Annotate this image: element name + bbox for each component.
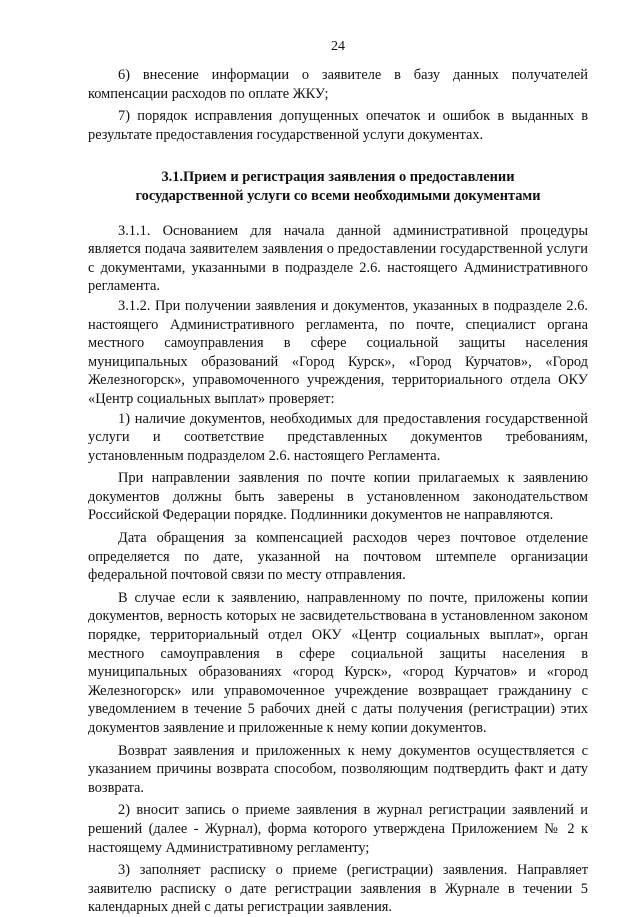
section-heading-line-2: государственной услуги со всеми необходимыми документами	[135, 187, 541, 204]
list-item-6: 6) внесение информации о заявителе в базу данных получателей компенсации расходов по оплате ЖКУ;	[88, 67, 588, 102]
paragraph-postal-copies: При направлении заявления по почте копии прилагаемых к заявлению документов должны быть заверены в установленном законодательством Российской Федерации порядке. Подлинники документов не направляются.	[88, 470, 588, 524]
paragraph-3-1-2: 3.1.2. При получении заявления и документов, указанных в подразделе 2.6. настоящего Административного регламента, по почте, специалист органа местного самоуправления в сфере социальной защиты населения муниципальных образований «Город Курск», «Город Курчатов», «Город Железногорск», управомоченного учреждения, территориального отдела ОКУ «Центр социальных выплат» проверяет:	[88, 297, 588, 407]
list-item-7: 7) порядок исправления допущенных опечаток и ошибок в выданных в результате предоставления государственной услуги документах.	[88, 108, 588, 143]
paragraph-item-2: 2) вносит запись о приеме заявления в журнал регистрации заявлений и решений (далее - Журнал), форма которого утверждена Приложением № 2 к настоящему Административному регламенту;	[88, 802, 588, 856]
paragraph-3-1-1: 3.1.1. Основанием для начала данной административной процедуры является подача заявителем заявления о предоставлении государственной услуги с документами, указанными в подразделе 2.6. настоящего Административного регламента.	[88, 222, 588, 295]
paragraph-item-3: 3) заполняет расписку о приеме (регистрации) заявления. Направляет заявителю расписку о дате регистрации заявления в Журнале в течении 5 календарных дней с даты регистрации заявления.	[88, 862, 588, 916]
paragraph-item-1: 1) наличие документов, необходимых для предоставления государственной услуги и соответствие представленных документов требованиям, установленным подразделом 2.6. настоящего Регламента.	[88, 410, 588, 464]
paragraph-uncertified-copies: В случае если к заявлению, направленному по почте, приложены копии документов, верность которых не засвидетельствована в установленном законом порядке, территориальный отдел ОКУ «Центр социальных выплат», орган местного самоуправления в сфере социальной защиты населения в муниципальных образованиях «город Курск», «город Курчатов» и «город Железногорск» или управомоченное учреждение возвращает гражданину с уведомлением в течение 5 рабочих дней с даты получения (регистрации) этих документов заявление и приложенные к нему копии документов.	[88, 589, 588, 736]
page-number: 24	[331, 39, 345, 54]
section-heading-line-1: 3.1.Прием и регистрация заявления о предоставлении	[161, 169, 515, 186]
paragraph-return: Возврат заявления и приложенных к нему документов осуществляется с указанием причины возврата способом, позволяющим подтвердить факт и дату возврата.	[88, 742, 588, 796]
section-heading	[88, 168, 588, 205]
paragraph-postal-date: Дата обращения за компенсацией расходов через почтовое отделение определяется по дате, указанной на почтовом штемпеле организации федеральной почтовой связи по месту отправления.	[88, 530, 588, 584]
